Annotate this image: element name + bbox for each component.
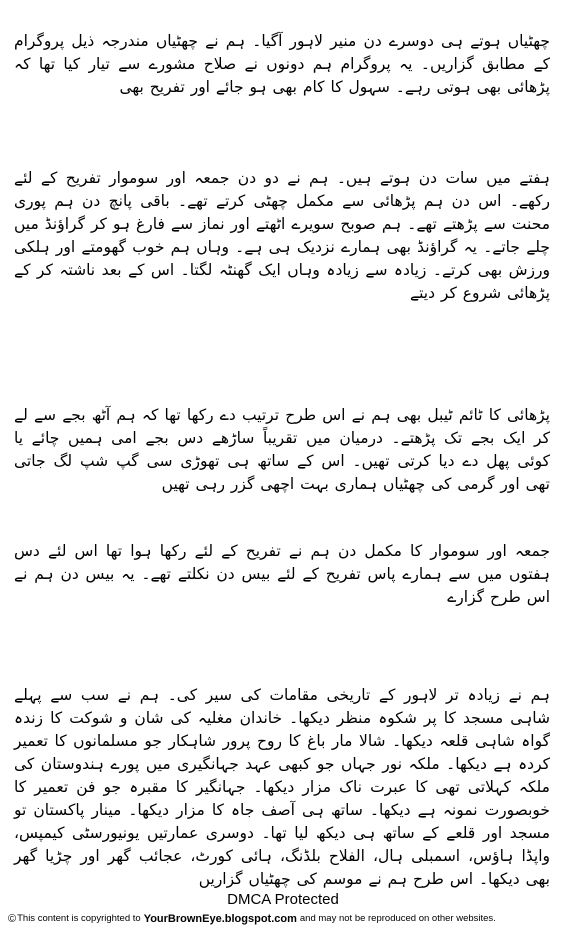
- paragraph-2: ہفتے میں سات دن ہوتے ہیں۔ ہم نے دو دن جمعہ اور سوموار تفریح کے لئے رکھے۔ اس دن ہم پڑھائی سے مکمل چھٹی کرتے تھے۔ باقی پانچ دن ہم پوری محنت سے پڑھتے تھے۔ ہم صوبح سویرے اٹھتے اور نماز سے فارغ ہو کر گراؤنڈ میں چلے جاتے۔ یہ گراؤنڈ بھی ہمارے نزدیک ہی ہے۔ وہاں ہم خوب گھومتے اور ہلکی ورزش بھی کرتے۔ زیادہ سے زیادہ وہاں ایک گھنٹہ لگتا۔ اس کے بعد ناشتہ کر کے پڑھائی شروع کر دیتے: [14, 169, 550, 302]
- footer-prefix: This content is copyrighted to: [17, 913, 141, 924]
- copyright-icon: ©: [8, 913, 17, 925]
- paragraph-1: چھٹیاں ہوتے ہی دوسرے دن منیر لاہور آگیا۔ ہم نے چھٹیاں مندرجہ ذیل پروگرام کے مطابق گزاریں۔ یہ پروگرام ہم دونوں نے صلاح مشورے سے تیار کیا تھا کہ پڑھائی بھی ہوتی رہے۔ سہول کا کام بھی ہو جائے اور تفریح بھی: [14, 32, 550, 96]
- site-link[interactable]: YourBrownEye.blogspot.com: [143, 913, 297, 925]
- paragraph-3: پڑھائی کا ٹائم ٹیبل بھی ہم نے اس طرح ترتیب دے رکھا تھا کہ ہم آٹھ بجے سے لے کر ایک بجے تک پڑھتے۔ درمیان میں تقریباً ساڑھے دس بجے امی ہمیں چائے یا کوئی پھل دے دیا کرتی تھیں۔ اس کے ساتھ ہی تھوڑی سی گپ شپ لگ جاتی تھی اور گرمی کی چھٹیاں ہماری بہت اچھی گزر رہی تھیں: [14, 406, 550, 493]
- footer-suffix: and may not be reproduced on other websites.: [299, 913, 496, 924]
- paragraph-5: ہم نے زیادہ تر لاہور کے تاریخی مقامات کی سیر کی۔ ہم نے سب سے پہلے شاہی مسجد کا پر شکوہ منظر دیکھا۔ خاندان مغلیہ کی شان و شوکت کا زندہ گواہ شاہی قلعہ دیکھا۔ شالا مار باغ کا روح پرور شاہکار جو مسلمانوں کا تعمیر کردہ ہے دیکھا۔ ملکہ نور جہاں جو کبھی عہد جہانگیری میں پورے ہندوستان کی ملکہ کہلاتی تھی کا عبرت ناک مزار دیکھا۔ جہانگیر کا مقبرہ جو فن تعمیر کا خوبصورت نمونہ ہے دیکھا۔ ساتھ ہی آصف جاہ کا مزار دیکھا۔ مینار پاکستان تو مسجد اور قلعے کے ساتھ ہی دیکھ لیا تھا۔ دوسری عمارتیں یونیورسٹی کیمپس، واپڈا ہاؤس، اسمبلی ہال، الفلاح بلڈنگ، ہائی کورٹ، عجائب گھر اور چڑیا گھر بھی دیکھا۔ اس طرح ہم نے موسم کی چھٹیاں گزاریں: [14, 686, 550, 888]
- copyright-footer: [8, 912, 566, 926]
- paragraph-4: جمعہ اور سوموار کا مکمل دن ہم نے تفریح کے لئے رکھا ہوا تھا اس لئے دس ہفتوں میں سے ہمارے پاس تفریح کے لئے بیس دن نکلتے تھے۔ یہ بیس دن ہم نے اس طرح گزارے: [14, 542, 550, 606]
- dmca-notice: DMCA Protected: [227, 891, 339, 908]
